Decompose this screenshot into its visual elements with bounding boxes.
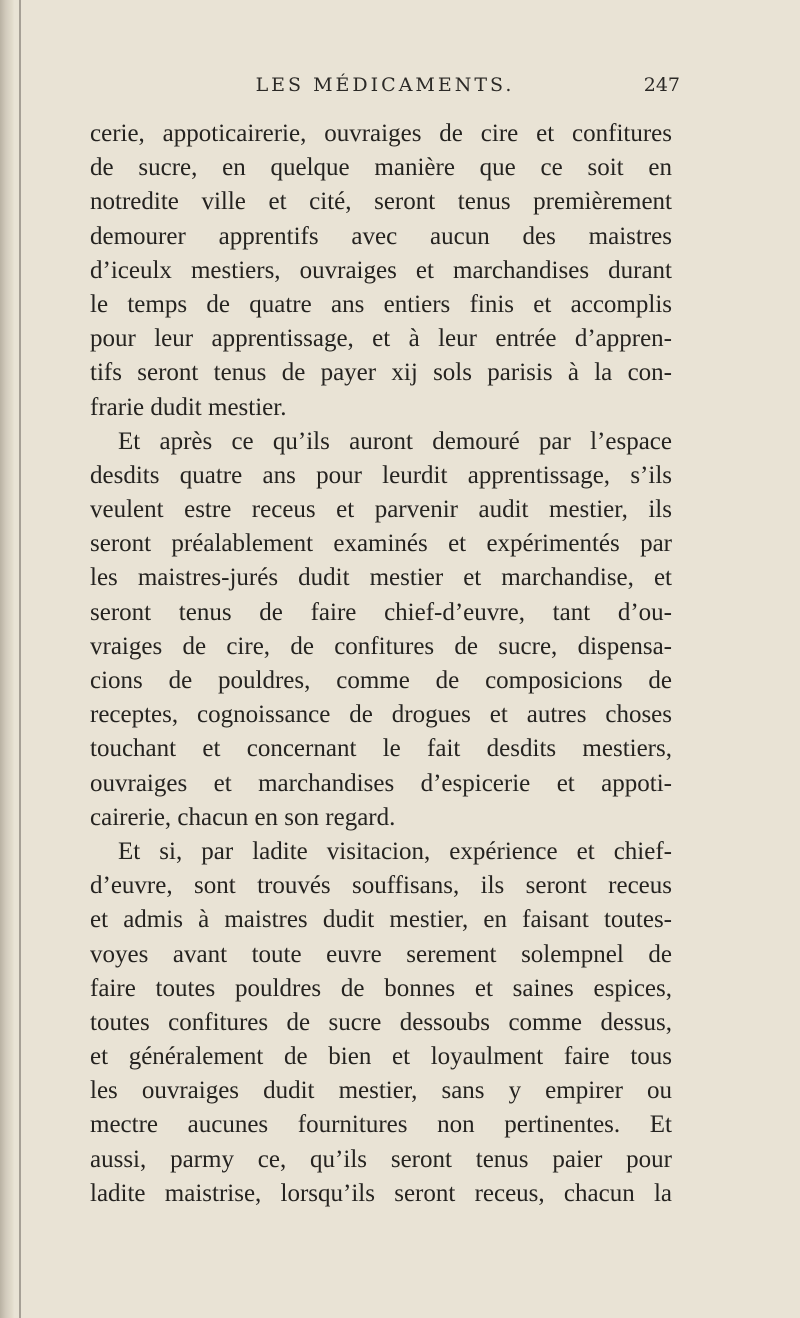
- text-line: d’iceulx mestiers, ouvraiges et marchandises durant: [90, 256, 672, 284]
- text-line: le temps de quatre ans entiers finis et accomplis: [90, 290, 672, 318]
- running-header: [90, 74, 680, 104]
- text-line: cairerie, chacun en son regard.: [90, 803, 396, 831]
- text-line: notredite ville et cité, seront tenus premièrement: [90, 188, 672, 216]
- text-line: les maistres-jurés dudit mestier et marchandise, et: [90, 564, 672, 592]
- text-line: faire toutes pouldres de bonnes et saines espices,: [90, 974, 672, 1002]
- body-text: [90, 117, 672, 1211]
- text-line: cerie, appoticairerie, ouvraiges de cire et confitures: [90, 120, 672, 147]
- text-line: les ouvraiges dudit mestier, sans y empirer ou: [90, 1077, 672, 1105]
- text-line: pour leur apprentissage, et à leur entrée d’appren-: [90, 325, 672, 353]
- text-line: seront préalablement examinés et expérimentés par: [90, 530, 672, 558]
- text-line: seront tenus de faire chief-d’euvre, tant d’ou-: [90, 598, 672, 626]
- text-line: receptes, cognoissance de drogues et autres choses: [90, 701, 672, 729]
- text-line: cions de pouldres, comme de composicions de: [90, 667, 672, 694]
- text-line: desdits quatre ans pour leurdit apprentissage, s’ils: [90, 461, 672, 489]
- text-line: demourer apprentifs avec aucun des maistres: [90, 222, 672, 250]
- text-line: et généralement de bien et loyaulment faire tous: [90, 1043, 672, 1071]
- text-line: d’euvre, sont trouvés souffisans, ils seront receus: [90, 872, 672, 900]
- text-line: Et si, par ladite visitacion, expérience et chief-: [118, 837, 672, 865]
- text-line: tifs seront tenus de payer xij sols parisis à la con-: [90, 359, 672, 387]
- running-title: LES MÉDICAMENTS.: [255, 74, 515, 96]
- page-number: 247: [643, 74, 680, 96]
- text-line: aussi, parmy ce, qu’ils seront tenus paier pour: [90, 1145, 672, 1173]
- text-line: ouvraiges et marchandises d’espicerie et appoti-: [90, 769, 672, 797]
- page-gutter-shadow: [0, 0, 14, 1318]
- text-line: veulent estre receus et parvenir audit mestier, ils: [90, 496, 672, 524]
- text-line: frarie dudit mestier.: [90, 393, 287, 421]
- text-line: ladite maistrise, lorsqu’ils seront receus, chacun la: [90, 1179, 672, 1207]
- text-line: vraiges de cire, de confitures de sucre, dispensa-: [90, 632, 672, 660]
- text-line: Et après ce qu’ils auront demouré par l’espace: [118, 427, 672, 455]
- text-line: et admis à maistres dudit mestier, en faisant toutes-: [90, 906, 672, 934]
- binding-edge-line: [19, 0, 21, 1318]
- text-line: touchant et concernant le fait desdits mestiers,: [90, 735, 672, 763]
- text-line: toutes confitures de sucre dessoubs comme dessus,: [90, 1008, 672, 1036]
- text-line: de sucre, en quelque manière que ce soit en: [90, 154, 672, 182]
- text-line: mectre aucunes fournitures non pertinentes. Et: [90, 1111, 672, 1139]
- text-line: voyes avant toute euvre serement solempnel de: [90, 940, 672, 968]
